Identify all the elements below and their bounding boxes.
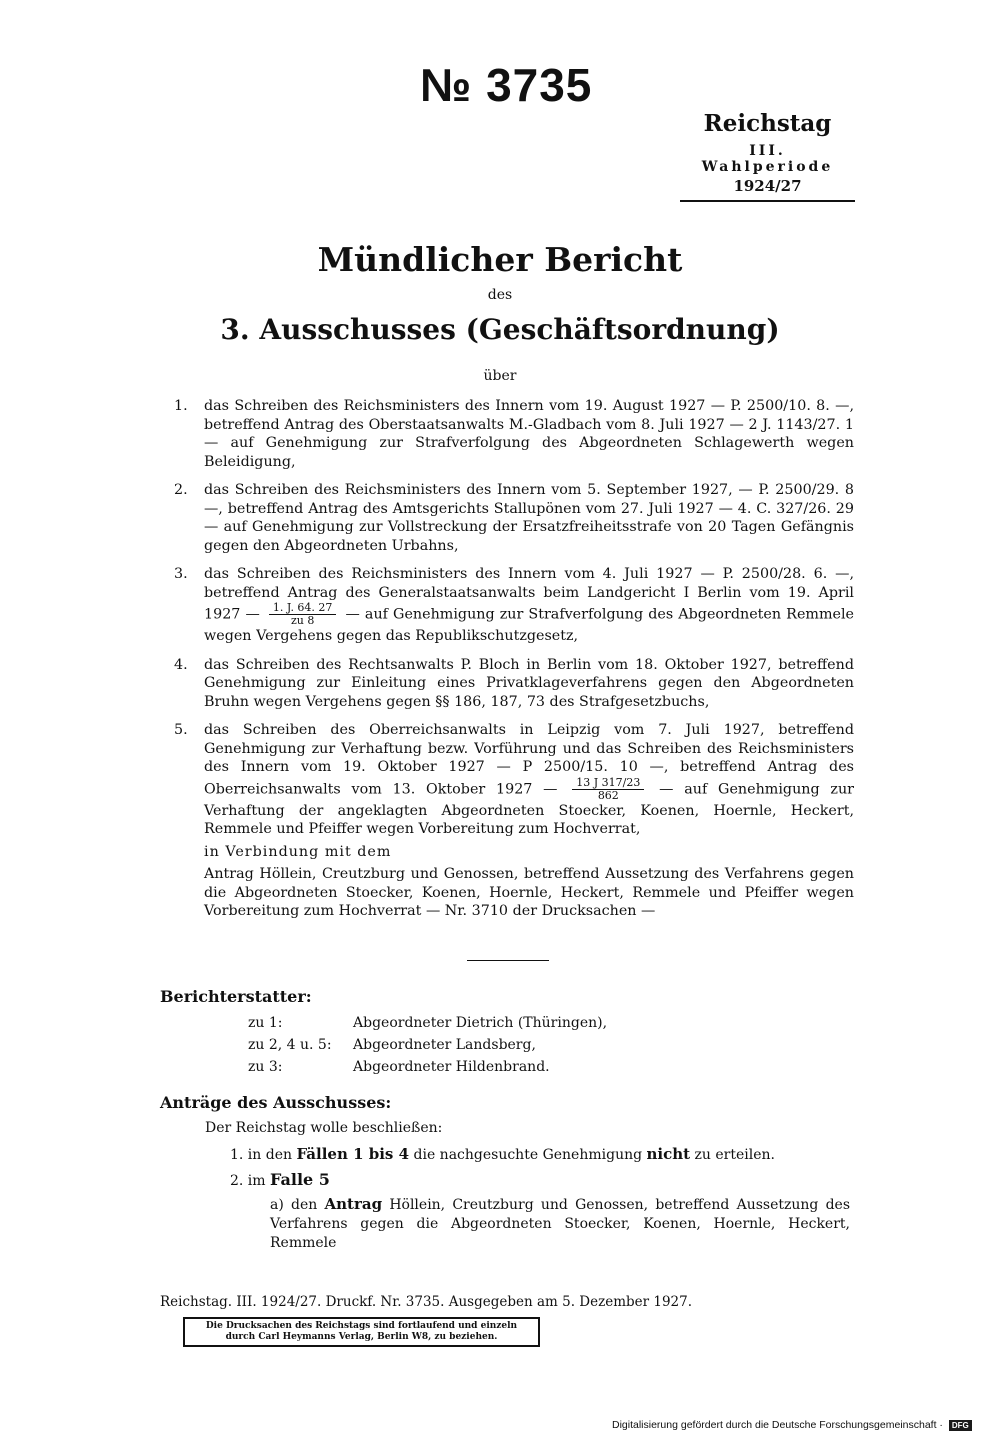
connector-block (204, 843, 854, 921)
motion-2a-text: Höllein, Creutzburg und Genossen, betreffend Aussetzung des Verfahrens gegen die Abgeordneten Stoecker, Koenen, Hoernle, Heckert, Remmele (270, 1197, 851, 1251)
motion-2-pre: 2. im (230, 1173, 266, 1189)
item-text: das Schreiben des Rechtsanwalts P. Bloch in Berlin vom 18. Oktober 1927, betreffend Genehmigung zur Einleitung eines Privatklageverfahrens gegen den Abgeordneten Bruhn wegen Vergehens gegen §§ 186, 187, 73 des Strafgesetzbuchs, (204, 656, 854, 710)
connector-text: in Verbindung mit dem (204, 843, 392, 860)
list-item (174, 656, 854, 712)
related-motion: Antrag Höllein, Creutzburg und Genossen, betreffend Aussetzung des Verfahrens gegen die Abgeordneten Stoecker, Koenen, Hoernle, Heckert, Remmele und Pfeiffer wegen Vorbereitung zum Hochverrat — Nr. 3710 der Drucksachen — (204, 866, 854, 919)
parliament-name: Reichstag (703, 110, 832, 137)
motion-2a-pre: a) den (270, 1197, 318, 1213)
motion-2a-antrag: Antrag (324, 1195, 383, 1213)
committee-title: 3. Ausschusses (Geschäftsordnung) (220, 313, 780, 346)
number-sign: № (420, 59, 473, 111)
item-text (204, 565, 854, 646)
title-ueber: über (483, 368, 517, 384)
motion-2 (230, 1170, 330, 1189)
item-text-pre: das Schreiben des Oberreichsanwalts in Leipzig vom 7. Juli 1927, betreffend Genehmigung zur Verhaftung bezw. Vorführung und das Schreiben des Reichsministers des Innern vom 19. Oktober 1927 — P 2500/15. 10 —, betreffend Antrag des Oberreichsanwalts vom 13. Oktober 1927 — (204, 722, 854, 797)
reichstag-header (680, 110, 855, 202)
motion-1-pre: 1. in den (230, 1147, 293, 1163)
item-number: 5. (174, 722, 188, 738)
reporters-table (248, 1012, 607, 1078)
file-reference-fraction (572, 777, 644, 802)
title-des: des (487, 287, 513, 303)
motion-2a (270, 1195, 850, 1253)
reporter-scope: zu 2, 4 u. 5: (248, 1037, 332, 1053)
dfg-logo-icon: DFG (949, 1420, 972, 1431)
reporter-scope: zu 3: (248, 1059, 283, 1075)
list-item (174, 565, 854, 646)
item-text-post: — auf Genehmigung zur Strafverfolgung des Abgeordneten Remmele wegen Vergehens gegen das Republikschutzgesetz, (204, 606, 855, 644)
publication-line: Reichstag. III. 1924/27. Druckf. Nr. 3735. Ausgegeben am 5. Dezember 1927. (160, 1294, 693, 1310)
credit-text: Digitalisierung gefördert durch die Deutsche Forschungsgemeinschaft · (612, 1419, 943, 1431)
motions-intro: Der Reichstag wolle beschließen: (205, 1120, 443, 1136)
motion-2-case: Falle 5 (270, 1170, 330, 1189)
publisher-notice-line2: durch Carl Heymanns Verlag, Berlin W8, zu beziehen. (225, 1332, 498, 1342)
digitization-credit (612, 1419, 972, 1431)
list-item (174, 721, 854, 921)
item-number: 3. (174, 566, 188, 582)
header-rule (680, 200, 855, 202)
motion-1-negation: nicht (646, 1145, 691, 1163)
reporter-scope: zu 1: (248, 1015, 283, 1031)
reporter-name: Abgeordneter Hildenbrand. (353, 1059, 550, 1075)
publisher-notice-line1: Die Drucksachen des Reichstags sind fortlaufend und einzeln (205, 1321, 518, 1331)
section-divider (467, 960, 549, 961)
motion-1-mid: die nachgesuchte Genehmigung (413, 1147, 643, 1163)
item-number: 2. (174, 482, 188, 498)
fraction-numerator: 1. J. 64. 27 (269, 602, 337, 615)
page-title: Mündlicher Bericht (317, 240, 683, 279)
item-number: 1. (174, 398, 188, 414)
table-row (248, 1056, 607, 1078)
election-period: III. Wahlperiode (701, 143, 834, 175)
fraction-numerator: 13 J 317/23 (572, 777, 644, 790)
item-text-pre: das Schreiben des Reichsministers des Innern vom 4. Juli 1927 — P. 2500/28. 6. —, betreffend Antrag des Generalstaatsanwalts beim Landgericht I Berlin vom 19. April 1927 — (204, 566, 854, 623)
reporter-name: Abgeordneter Dietrich (Thüringen), (353, 1015, 608, 1031)
motion-1 (230, 1145, 775, 1163)
item-text: das Schreiben des Reichsministers des Innern vom 19. August 1927 — P. 2500/10. 8. —, betreffend Antrag des Oberstaatsanwalts M.-Gladbach vom 8. Juli 1927 — 2 J. 1143/27. 1 — auf Genehmigung zur Strafverfolgung des Abgeordneten Schlagewerth wegen Beleidigung, (204, 398, 854, 470)
publisher-notice (183, 1317, 540, 1347)
list-item (174, 481, 854, 555)
fraction-denominator: zu 8 (290, 614, 315, 627)
motions-heading: Anträge des Ausschusses: (160, 1093, 392, 1112)
table-row (248, 1012, 607, 1034)
item-text: das Schreiben des Reichsministers des Innern vom 5. September 1927, — P. 2500/29. 8 —, betreffend Antrag des Amtsgerichts Stallupönen vom 27. Juli 1927 — 4. C. 327/26. 29 — auf Genehmigung zur Vollstreckung der Ersatzfreiheitsstrafe von 20 Tagen Gefängnis gegen den Abgeordneten Urbahns, (204, 482, 854, 554)
reporter-name: Abgeordneter Landsberg, (353, 1037, 536, 1053)
file-reference-fraction (269, 602, 337, 627)
document-number-value: 3735 (486, 59, 593, 111)
period-years: 1924/27 (733, 177, 802, 195)
table-row (248, 1034, 607, 1056)
item-text (204, 721, 854, 921)
fraction-denominator: 862 (597, 788, 619, 802)
reporters-heading: Berichterstatter: (160, 987, 312, 1006)
motion-1-cases: Fällen 1 bis 4 (296, 1145, 410, 1163)
list-item (174, 397, 854, 471)
document-number (420, 58, 592, 112)
item-text-post: — auf Genehmigung zur Verhaftung der angeklagten Abgeordneten Stoecker, Koenen, Hoernle, Heckert, Remmele und Pfeiffer wegen Vorbereitung zum Hochverrat, (204, 781, 854, 837)
item-number: 4. (174, 656, 188, 673)
motion-1-post: zu erteilen. (694, 1147, 775, 1163)
subject-list (174, 397, 854, 931)
